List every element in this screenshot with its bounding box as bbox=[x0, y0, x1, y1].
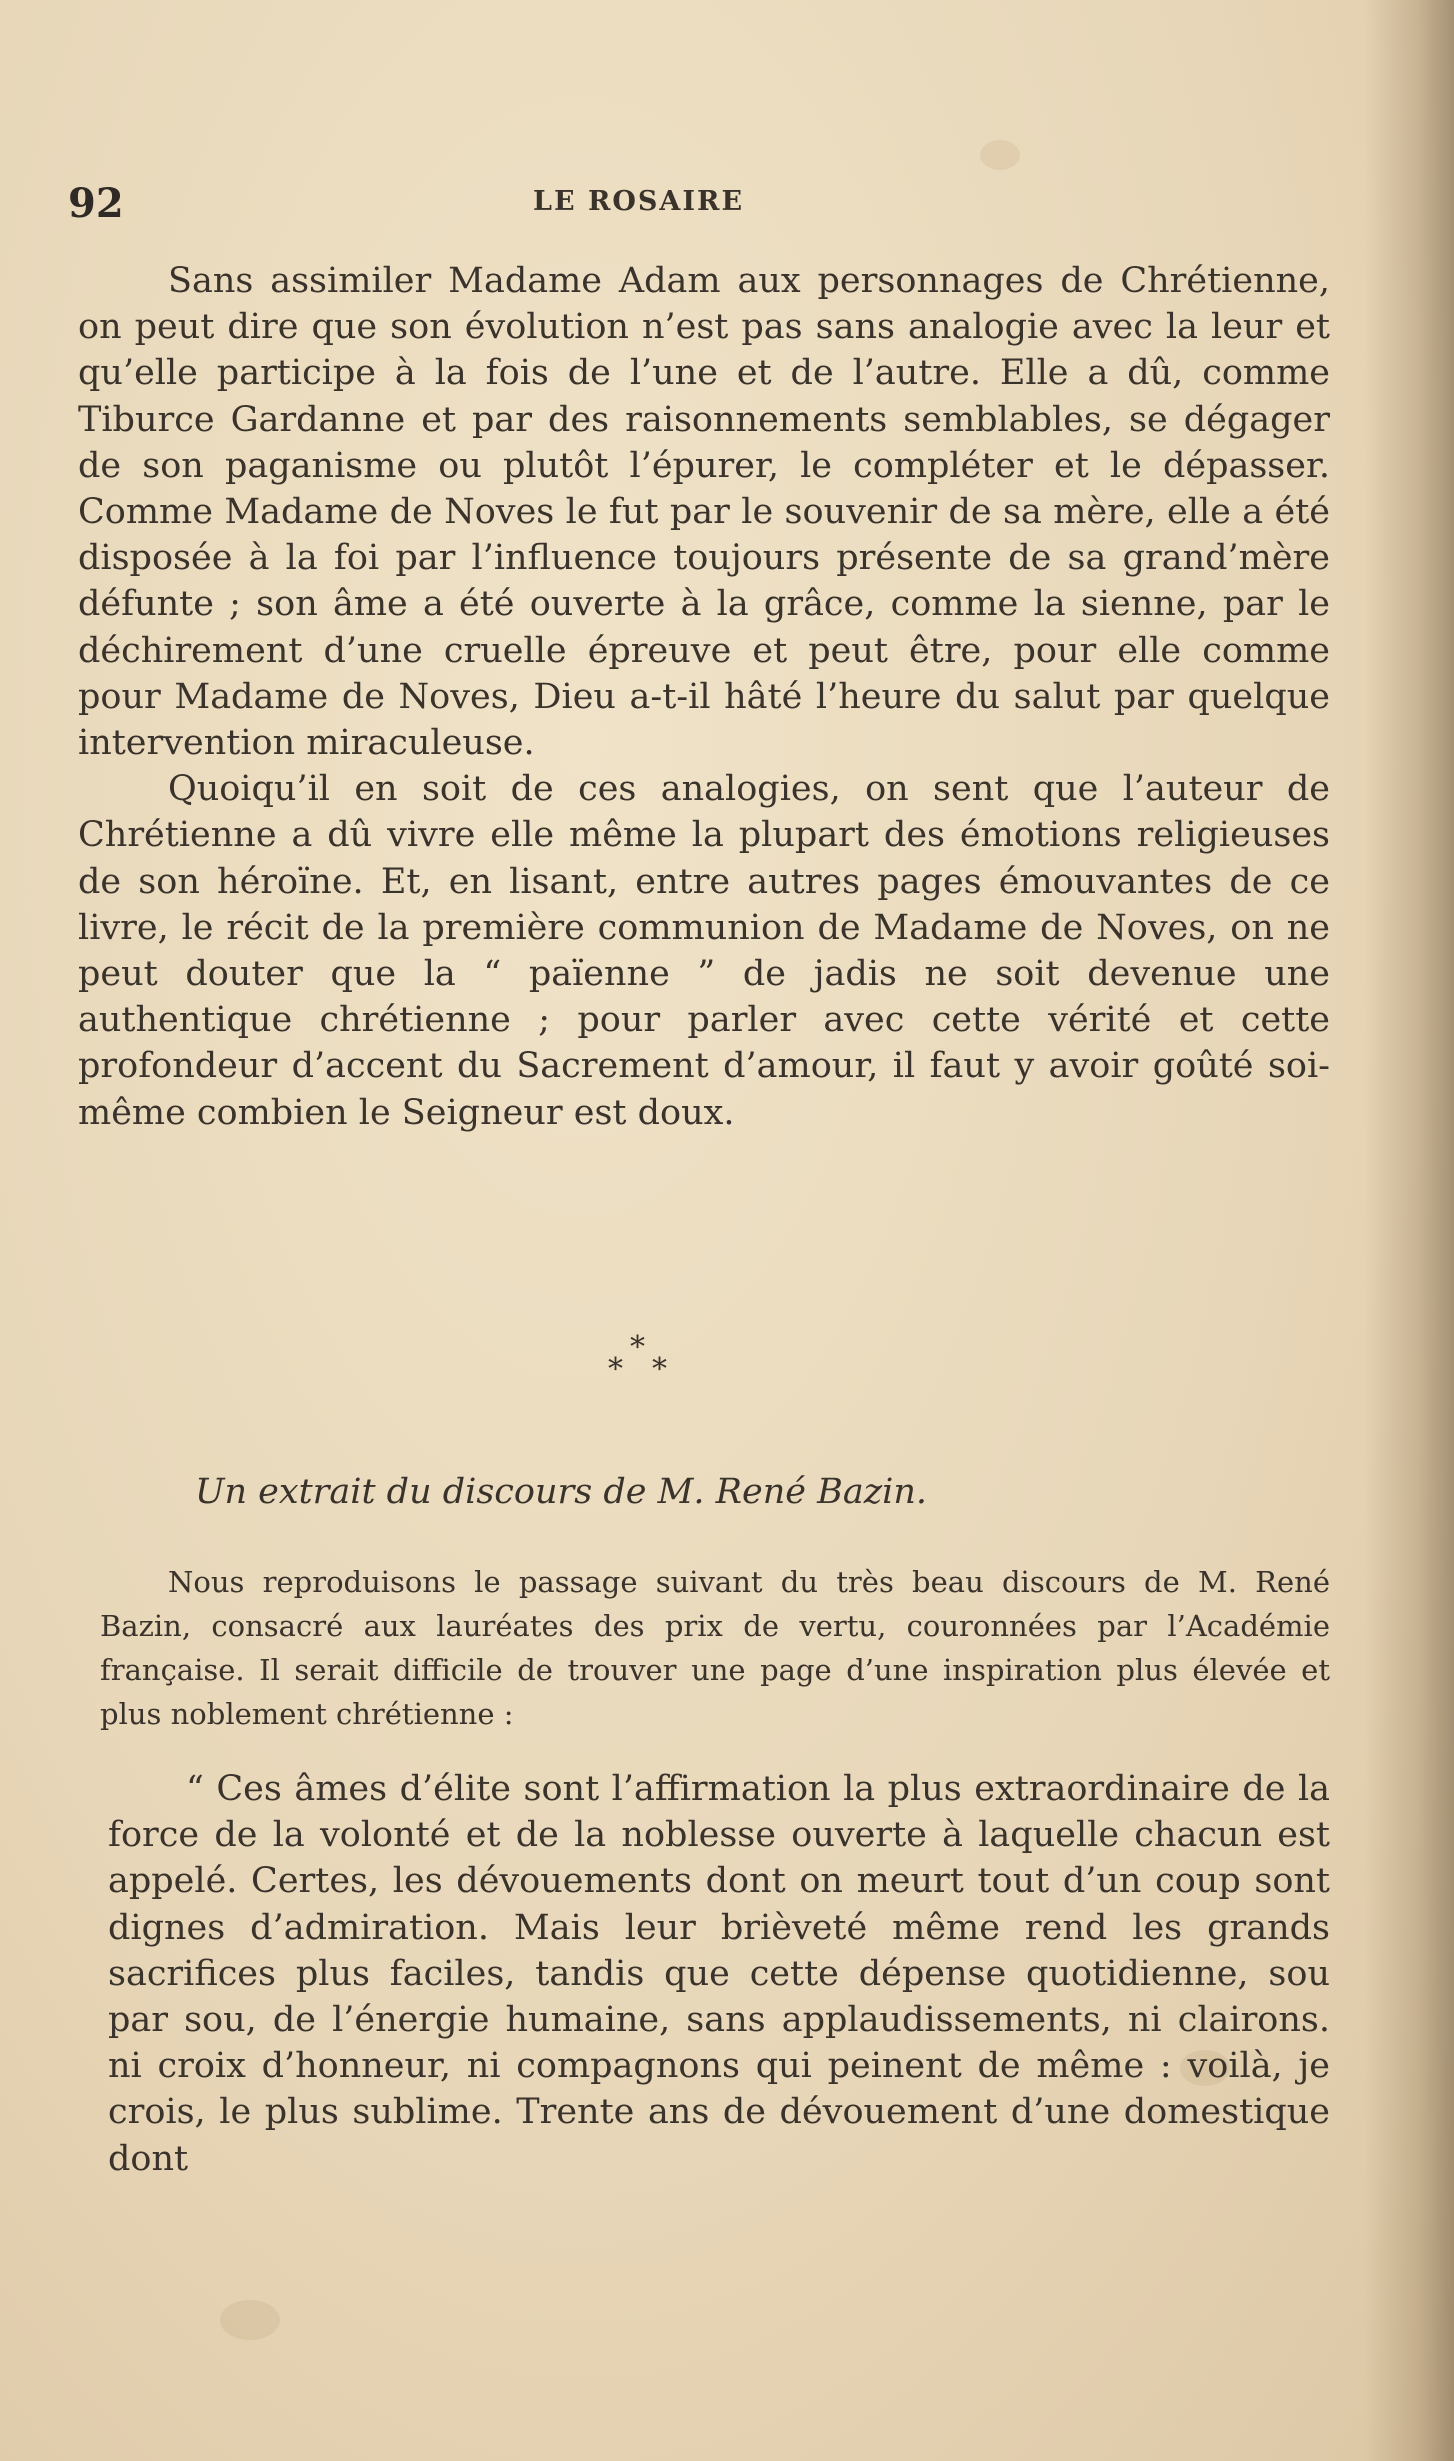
quote-paragraph: “ Ces âmes d’élite sont l’affirmation la plus extraordinaire de la force de la volonté et de la noblesse ouverte à laquelle chacun est appelé. Certes, les dévouements dont on meurt tout d’un coup sont dignes d’admiration. Mais leur brièveté même rend les grands sacrifices plus faciles, tandis que cette dépense quotidienne, sou par sou, de l’énergie humaine, sans applaudissements, ni clairons. ni croix d’honneur, ni compagnons qui peinent de même : voilà, je crois, le plus sublime. Trente ans de dévouement d’une domestique dont bbox=[108, 1769, 1330, 2179]
paragraph-2: Quoiqu’il en soit de ces analogies, on sent que l’auteur de Chrétienne a dû vivre elle même la plupart des émotions religieuses de son héroïne. Et, en lisant, entre autres pages émouvantes de ce livre, le récit de la première communion de Madame de Noves, on ne peut douter que la “ païenne ” de jadis ne soit devenue une authentique chrétienne ; pour parler avec cette vérité et cette profondeur d’accent du Sacrement d’amour, il faut y avoir goûté soi-même combien le Seigneur est doux. bbox=[78, 769, 1330, 1133]
paragraph-1: Sans assimiler Madame Adam aux personnages de Chrétienne, on peut dire que son évolution n’est pas sans analogie avec la leur et qu’elle participe à la fois de l’une et de l’autre. Elle a dû, comme Tiburce Gardanne et par des raisonnements semblables, se dégager de son paganisme ou plutôt l’épurer, le compléter et le dépasser. Comme Madame de Noves le fut par le souvenir de sa mère, elle a été disposée à la foi par l’influence toujours présente de sa grand’mère défunte ; son âme a été ouverte à la grâce, comme la sienne, par le déchirement d’une cruelle épreuve et peut être, pour elle comme pour Madame de Noves, Dieu a-t-il hâté l’heure du salut par quelque intervention miraculeuse. bbox=[78, 261, 1330, 764]
intro-note bbox=[100, 1560, 1330, 1736]
page-gutter-shadow bbox=[1364, 0, 1454, 2461]
paper-stain bbox=[980, 140, 1020, 170]
paper-stain bbox=[220, 2300, 280, 2340]
page-number: 92 bbox=[68, 180, 124, 227]
intro-paragraph: Nous reproduisons le passage suivant du très beau discours de M. René Bazin, consacré aux lauréates des prix de vertu, couronnées par l’Académie française. Il serait difficile de trouver une page d’une inspiration plus élevée et plus noblement chrétienne : bbox=[100, 1565, 1330, 1731]
section-title: Un extrait du discours de M. René Bazin. bbox=[195, 1472, 927, 1512]
asterisk: * bbox=[608, 1352, 623, 1387]
asterisk: * bbox=[630, 1330, 645, 1365]
asterisk: * bbox=[652, 1352, 667, 1387]
running-head: LE ROSAIRE bbox=[533, 186, 745, 217]
asterism-separator bbox=[608, 1330, 688, 1390]
quoted-passage bbox=[108, 1766, 1330, 2182]
page-header bbox=[68, 180, 1328, 228]
main-text bbox=[78, 258, 1330, 1136]
